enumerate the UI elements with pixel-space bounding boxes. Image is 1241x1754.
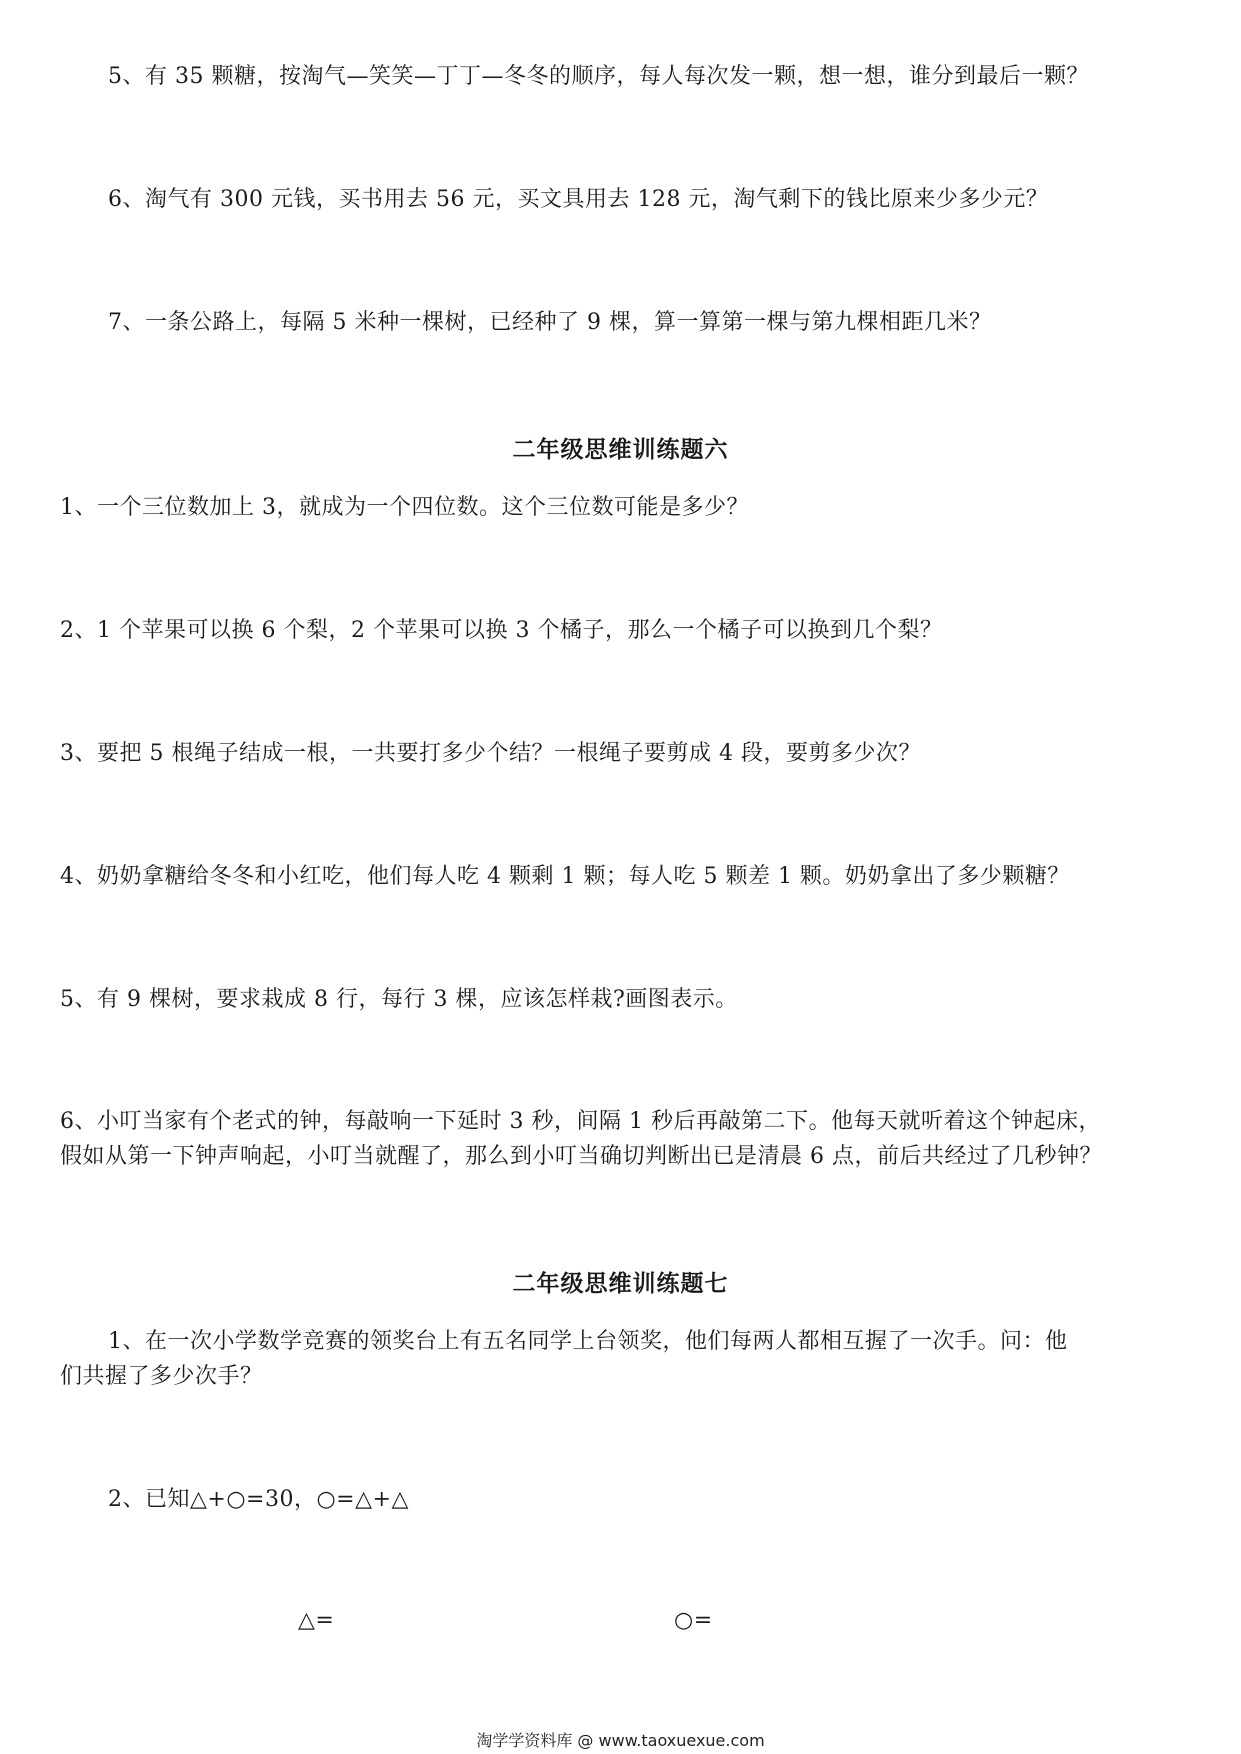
question-7-prev: 7、一条公路上，每隔 5 米种一棵树，已经种了 9 棵，算一算第一棵与第九棵相距几米？ xyxy=(108,310,992,335)
section-six-question-6-line-2: 假如从第一下钟声响起，小叮当就醒了，那么到小叮当确切判断出已是清晨 6 点，前后共经过了几秒钟？ xyxy=(60,1144,1102,1169)
footer-watermark: 淘学学资料库 @ www.taoxuexue.com xyxy=(476,1731,765,1750)
question-5-prev: 5、有 35 颗糖，按淘气—笑笑—丁丁—冬冬的顺序，每人每次发一颗，想一想，谁分到最后一颗？ xyxy=(108,64,1089,89)
section-seven-question-1-line-1: 1、在一次小学数学竞赛的领奖台上有五名同学上台领奖，他们每两人都相互握了一次手。问：他 xyxy=(108,1329,1068,1354)
answer-triangle: △= xyxy=(298,1608,335,1633)
section-six-question-1: 1、一个三位数加上 3，就成为一个四位数。这个三位数可能是多少？ xyxy=(60,495,749,520)
section-six-question-2: 2、1 个苹果可以换 6 个梨，2 个苹果可以换 3 个橘子，那么一个橘子可以换到几个梨？ xyxy=(60,618,943,643)
section-six-question-4: 4、奶奶拿糖给冬冬和小红吃，他们每人吃 4 颗剩 1 颗；每人吃 5 颗差 1 颗。奶奶拿出了多少颗糖？ xyxy=(60,864,1070,889)
section-seven-question-2: 2、已知△+○=30，○=△+△ xyxy=(108,1487,409,1512)
answer-circle: ○= xyxy=(674,1608,713,1633)
section-six-question-5: 5、有 9 棵树，要求栽成 8 行，每行 3 棵，应该怎样栽?画图表示。 xyxy=(60,987,738,1012)
question-6-prev: 6、淘气有 300 元钱，买书用去 56 元，买文具用去 128 元，淘气剩下的钱比原来少多少元？ xyxy=(108,187,1049,212)
section-seven-title: 二年级思维训练题七 xyxy=(512,1271,729,1297)
section-seven-question-1-line-2: 们共握了多少次手？ xyxy=(60,1364,263,1389)
section-six-question-3: 3、要把 5 根绳子结成一根，一共要打多少个结？一根绳子要剪成 4 段，要剪多少次？ xyxy=(60,741,921,766)
section-six-question-6-line-1: 6、小叮当家有个老式的钟，每敲响一下延时 3 秒，间隔 1 秒后再敲第二下。他每天就听着这个钟起床， xyxy=(60,1109,1101,1134)
section-six-title: 二年级思维训练题六 xyxy=(512,437,729,463)
